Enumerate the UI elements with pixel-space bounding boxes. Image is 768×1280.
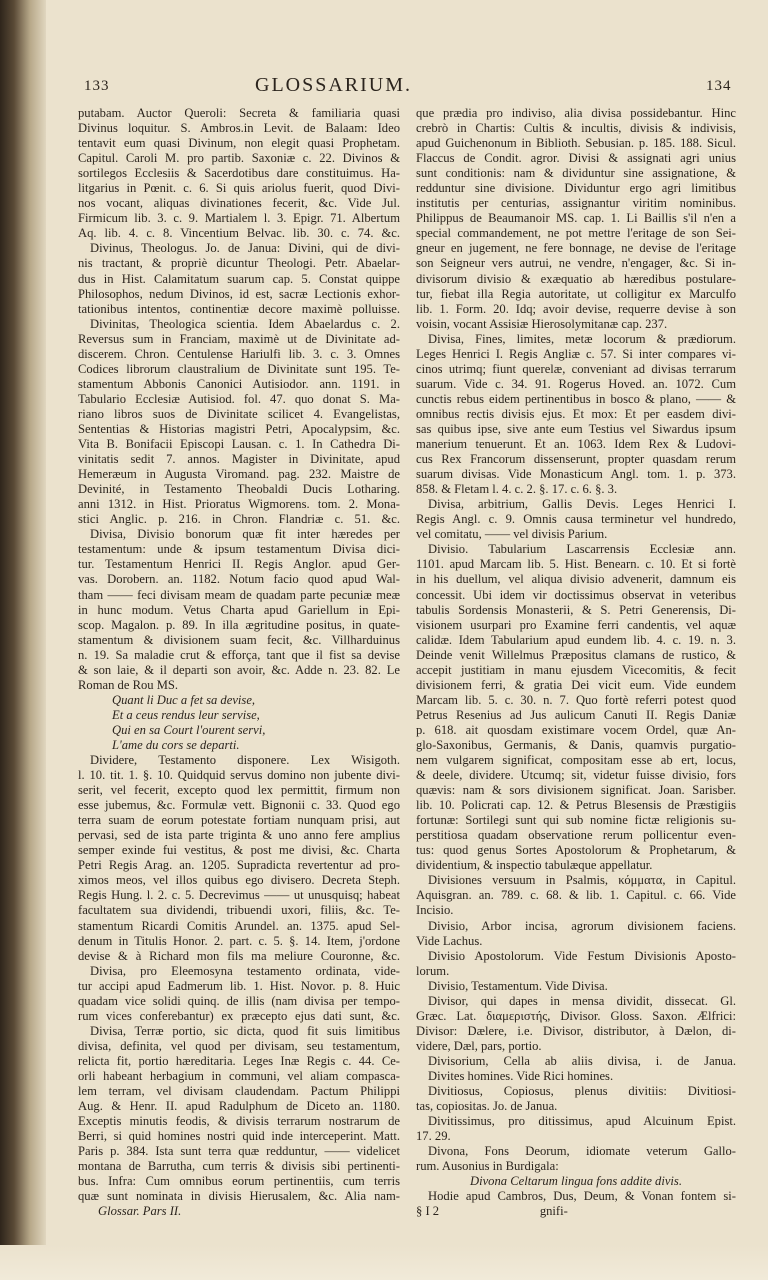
text-line: voisin, vocant Assisiæ Hierosolymitanæ cap. 237. [416,316,668,331]
text-line: Berri, si quid homines nostri quid inde interceperint. Matt. [78,1129,400,1144]
text-line: Capitul. Caroli M. pro partib. Saxoniæ c. 22. Divinos & [78,151,400,166]
text-line: tham —— feci divisam meam de quadam parte pecuniæ meæ [78,587,400,602]
text-line: Deinde venit Willelmus Præpositus clamans de rustico, & [416,647,736,662]
text-line: Et a ceus rendus leur servise, [112,707,260,722]
text-line: stamentum Abbonis Canonici Autisiodor. ann. 1191. in [78,376,400,391]
text-line: Devinité, in Testamento Theobaldi Ducis Lotharing. [78,482,400,497]
text-line: tentavit eum quasi Divinum, non elegit quasi Prophetam. [78,136,400,151]
text-line: Petrus Resenius ad Jus aulicum Canuti II. Regis Daniæ [416,707,736,722]
text-line: semper exinde fui vestitus, & post me divisi, &c. Charta [78,843,400,858]
text-line: Divisio. Tabularium Lascarrensis Ecclesiæ ann. [428,542,736,557]
right-page-number: 134 [706,78,732,94]
text-line: dividentium, & inspectio tabulæque appellatur. [416,858,653,873]
text-line: nos vocant, aliquas divinationes fecerit, &c. Vide Jul. [78,196,400,211]
text-line: Divisa, Fines, limites, metæ locorum & prædiorum. [428,331,736,346]
text-line: Incisio. [416,903,454,918]
text-line: Firmicum lib. 3. c. 9. Martialem l. 3. Epigr. 71. Albertum [78,211,400,226]
text-line: Codices librorum claustralium de Divinitate sunt 195. Te- [78,361,400,376]
text-line: Divisa, Divisio bonorum quæ fit inter hæredes per [90,527,400,542]
text-line: pervasi, sed de ista parte triginta & uno anno fere amplius [78,828,400,843]
text-line: n. 19. Sa maladie crut & efforça, tant que il fist sa devise [78,647,400,662]
text-line: Divinus, Theologus. Jo. de Janua: Divini, qui de divi- [90,241,400,256]
text-line: redduntur sine divisione. Dividuntur ergo agri limitibus [416,181,736,196]
text-line: divisionem ferri, & gratia Dei vicit eum. Vide eundem [416,677,736,692]
text-line: Marcam lib. 5. c. 30. n. 7. Quo fortè referri potest quod [416,692,736,707]
text-line: Divona Celtarum lingua fons addite divis. [470,1174,682,1189]
text-line: Divisorium, Cella ab aliis divisa, i. de Janua. [428,1053,736,1068]
text-line: Divitiosus, Copiosus, plenus divitiis: Divitiosi- [428,1084,736,1099]
text-line: sortilegos Ecclesiis & Sacerdotibus dare constituimus. Ha- [78,166,400,181]
text-line: crebrò in Chartis: Cultis & incultis, divisis & indivisis, [416,121,736,136]
text-line: Regis Hung. l. 2. c. 5. Decrevimus —— ut unusquisq; habeat [78,888,400,903]
text-line: l. 10. tit. 1. §. 10. Quidquid servus domino non jubente divi- [78,768,400,783]
text-line: Philippus de Beaumanoir MS. cap. 1. Li Baillis s'il n'en a [416,211,736,226]
text-line: cinos utrimq; fiunt querelæ, conveniant ad divisas terrarum [416,361,736,376]
text-line: tus: quod genus Sortes Apostolorum & Prophetarum, & [416,843,736,858]
text-line: concessit. Ubi idem vir doctissimus observat in veteribus [416,587,736,602]
text-line: Tabulario Ecclesiæ Autisiod. fol. 47. quo donat S. Ma- [78,391,400,406]
text-line: nem vulgarem significat, compositam esse ab ert, locus, [416,753,736,768]
text-line: Divisa, arbitrium, Gallis Devis. Leges Henrici I. [428,497,736,512]
text-line: Divinitas, Theologica scientia. Idem Abaelardus c. 2. [90,316,400,331]
text-line: suarum divisas. Vide Monasticum Angl. tom. 1. p. 373. [416,467,736,482]
text-line: vas. Dorobern. an. 1182. Notum facio quod apud Wal- [78,572,400,587]
text-line: apud Guichenonum in Biblioth. Sebusian. p. 185. 188. Sicul. [416,136,736,151]
text-line: Philosophos, nedum Divinos, id est, sacræ Lectionis exhor- [78,286,400,301]
text-line: scop. Magalon. p. 89. In illa ægritudine positus, in quate- [78,617,400,632]
text-line: Divinus loquitur. S. Ambros.in Levit. de Balaam: Ideo [78,121,400,136]
text-line: Divisor: Dælere, i.e. Divisor, distributor, à Dælon, di- [416,1023,736,1038]
text-line: tur, fiebat illa Regia autoritate, ut colligitur ex Marculfo [416,286,736,301]
text-line: vel comitatu, —— vel divisis Parium. [416,527,608,542]
text-line: tur. Testamentum Henrici II. Regis Anglor. apud Ger- [78,557,400,572]
text-line: testamentum: unde & ipsum testamentum Divisa dici- [78,542,400,557]
text-line: stamentum & divisionem suam fecit, &c. Villharduinus [78,632,400,647]
text-line: omnibus rectis divisis ejus. Et mox: Et per easdem divi- [416,406,736,421]
text-line: cus Rex Francorum dissenserunt, propter quasdam rerum [416,452,736,467]
text-line: lem terram, vel divisam claudendam. Pactum Philippi [78,1084,400,1099]
text-line: litgarius in Pœnit. c. 6. Si quis ariolus fuerit, quod Divi- [78,181,400,196]
text-line: Petri Regis Arag. an. 1205. Supradicta revertentur ad pro- [78,858,400,873]
book-binding-edge [0,0,46,1280]
text-line: rum vices conferebantur) ex præcepto ejus dati sunt, &c. [78,1008,400,1023]
text-line: Divisio Apostolorum. Vide Festum Divisionis Aposto- [428,948,736,963]
text-line: Divites homines. Vide Rici homines. [428,1069,614,1083]
text-line: glo-Saxonibus, Germanis, & Danis, quamvis purgatio- [416,737,736,752]
text-line: Aug. & Henr. II. apud Radulphum de Diceto an. 1180. [78,1099,400,1114]
text-line: lib. 10. Policrati cap. 12. & Petrus Blesensis de Præstigiis [416,798,736,813]
text-line: Divisa, pro Eleemosyna testamento ordinata, vide- [90,963,400,978]
running-title: GLOSSARIUM. [255,74,413,96]
text-line: institutis per centurias, assignantur viritim nominibus. [416,196,736,211]
text-line: Aq. lib. 4. c. 8. Vincentium Belvac. lib. 30. c. 74. &c. [78,226,400,241]
page-bottom-margin [0,1245,768,1280]
text-line: Divona, Fons Deorum, idiomate veterum Gallo- [428,1144,736,1159]
text-line: tas, copiositas. Jo. de Janua. [416,1099,558,1114]
text-line: tabulis Sordensis Monasterii, & S. Petri Generensis, Di- [416,602,736,617]
text-line: rum. Ausonius in Burdigala: [416,1159,559,1174]
text-line: quæ sunt nominata in divisis Hierusalem, &c. Alia nam- [78,1189,400,1204]
text-line: divisorum divisio & exæquatio ab hæredibus postulare- [416,271,736,286]
text-line: Divisa, Terræ portio, sic dicta, quod fit suis limitibus [90,1023,400,1038]
text-line: & deele, dividere. Utcumq; sit, videtur fuisse divisio, fors [416,768,736,783]
text-line: stici Anglic. p. 216. in Chron. Flandriæ c. 51. &c. [78,512,400,527]
text-line: p. 618. ait quosdam existimare vocem Ordel, quæ An- [416,722,736,737]
text-line: Qui en sa Court l'ourent servi, [112,722,266,737]
text-line: Hodie apud Cambros, Dus, Deum, & Vonan fontem si- [428,1189,736,1204]
text-line: relicta fit, portio hæreditaria. Leges Inæ Regis c. 44. Ce- [78,1053,400,1068]
text-line: denum in Titulis Honor. 2. part. c. 5. §. 14. Item, j'ordone [78,933,400,948]
text-line: videre, Dæl, pars, portio. [416,1038,542,1053]
text-line: visionem usurpari pro Examine ferri candentis, vel aquæ [416,617,736,632]
text-line: anni 1312. in Hist. Prioratus Wigmorens. tom. 2. Mona- [78,497,400,512]
text-line: Flaccus de Condit. agror. Divisi & assignati agri unius [416,151,736,166]
text-line: esse jubemus, &c. Formulæ vett. Bignonii c. 33. Quod ego [78,798,400,813]
text-line: Aquisgran. an. 789. c. 68. & lib. 1. Capitul. c. 66. Vide [416,888,736,903]
text-line: son Seigneur vers autrui, ne vendre, n'engager, &c. Si in- [416,256,736,271]
text-line: discerem. Chron. Centulense Hariulfi lib. 3. c. 3. Omnes [78,346,400,361]
text-line: Vide Lachus. [416,933,483,948]
text-line: sunt conditionis: nam & dividuntur sine assignatione, & [416,166,736,181]
text-line: quævis: nam & sors divisionem significat. Joan. Sarisber. [416,783,736,798]
text-line: Paris p. 384. Ista sunt terra quæ redduntur, —— videlicet [78,1144,400,1159]
text-line: in hunc modum. Vetus Charta apud Gariellum in Epi- [78,602,400,617]
text-line: L'ame du cors se departi. [112,737,240,752]
text-line: dus in Hist. Calamitatum suarum cap. 5. Constat quippe [78,271,400,286]
text-line: Leges Henrici I. Regis Angliæ c. 57. Si inter compares vi- [416,346,736,361]
text-line: cunctis rebus eidem pertinentibus in bosco & plano, —— & [416,391,736,406]
text-line: in his duellum, vel aliqua divisio advenerit, damnum eis [416,572,736,587]
text-line: 17. 29. [416,1129,451,1144]
text-line: facultatem sua dividendi, tribuendi uxori, filiis, &c. Te- [78,903,400,918]
text-line: perstitiosa quadam observatione rerum pollicentur even- [416,828,736,843]
text-line: & son laie, & il departi son avoir, &c. Adde n. 23. 82. Le [78,662,400,677]
text-line: devise & à Richard mon fils ma meliure Couronne, &c. [78,948,400,963]
text-line: special commandement, ne pot mettre l'eritage de son Sei- [416,226,736,241]
text-line: § I 2 gnifi- [416,1204,568,1219]
text-line: Divisio, Arbor incisa, agrorum divisionem faciens. [428,918,736,933]
text-line: Divitissimus, pro ditissimus, apud Alcuinum Epist. [428,1114,736,1129]
text-line: divisa, definita, vel quod per divisam, seu testamentum, [78,1038,400,1053]
text-line: vinitatis sedit 7. annos. Magister in Divinitate, apud [78,452,400,467]
text-line: Exceptis minutis feodis, & divisis terrarum nostrarum de [78,1114,400,1129]
text-line: Dividere, Testamento disponere. Lex Wisigoth. [90,753,400,768]
text-line: que prædia pro indiviso, alia divisa possidebantur. Hinc [416,106,736,120]
text-line: lorum. [416,963,450,978]
text-line: montana de Barrutha, cum terris & divisis sibi pertinenti- [78,1159,400,1174]
text-line: 1101. apud Marcam lib. 5. Hist. Benearn. c. 10. Et si fortè [416,557,736,572]
text-line: Divisor, qui dapes in mensa dividit, dissecat. Gl. [428,993,736,1008]
text-line: Sententias & Historias magistri Petri, Apocalypsim, &c. [78,421,400,436]
text-line: nis tractant, & propriè dicuntur Theologi. Petr. Abaelar- [78,256,400,271]
text-line: riano libros suos de Divinitate scilicet 4. Evangelistas, [78,406,400,421]
text-line: calidæ. Idem Tabularium apud eundem lib. 4. c. 19. n. 3. [416,632,736,647]
text-line: tationibus intentos, continentiæ decore maximè polluisse. [78,301,400,316]
text-line: serit, vel fecerit, excepto quod lex permittit, firmum non [78,783,400,798]
text-line: lib. 1. Form. 20. Idq; avoir devise, requerre devise à son [416,301,736,316]
text-line: orli habeant herbagium in communi, vel aliam compasca- [78,1069,400,1083]
left-page-number: 133 [84,78,110,94]
text-line: accepit justitiam in manu ejusdem Vicecomitis, & fecit [416,662,736,677]
text-line: sas quibus ipse, sive ante eum Testius vel Siwardus ipsum [416,421,736,436]
text-line: fortunæ: Sortilegi sunt qui sub nomine fictæ religionis su- [416,813,736,828]
text-line: stamentum Ricardi Comitis Arundel. an. 1375. apud Sel- [78,918,400,933]
text-line: Regis Angl. c. 9. Omnis causa terminetur vel hundredo, [416,512,736,527]
right-column [416,106,736,1219]
text-line: Glossar. Pars II. [98,1204,182,1219]
text-line: manerium tenuerunt. Et an. 1063. Idem Rex & Ludovi- [416,437,736,452]
text-line: tur accipi apud Eadmerum lib. 1. Hist. Novor. p. 8. Huic [78,978,400,993]
text-line: gneur en jugement, ne fere bonnage, ne devise de l'eritage [416,241,736,256]
text-line: bus. Infra: Cum omnibus eorum pertinentiis, cum terris [78,1174,400,1189]
text-line: ximos meos, vel illos quibus ego divisero. Decreta Steph. [78,873,400,888]
text-line: Græc. Lat. διαμεριστής, Divisor. Gloss. Saxon. Ælfrici: [416,1008,736,1023]
text-line: 858. & Fletam l. 4. c. 2. §. 17. c. 6. §. 3. [416,482,618,497]
text-line: Vita B. Bonifacii Episcopi Lausan. c. 1. In Cathedra Di- [78,437,400,452]
text-line: Reversus sum in Franciam, maximè ut de Divinitate ad- [78,331,400,346]
text-line: Roman de Rou MS. [78,677,179,692]
text-line: putabam. Auctor Queroli: Secreta & familiaria quasi [78,106,400,120]
text-line: terra suam de eorum potestate fortiam nunquam prisi, aut [78,813,400,828]
text-line: suarum. Vide c. 34. 91. Rogerus Hoved. an. 1072. Cum [416,376,736,391]
text-line: Divisio, Testamentum. Vide Divisa. [428,978,608,993]
text-line: Hemeræum in Augusta Viromand. pag. 232. Maistre de [78,467,400,482]
text-line: Divisiones versuum in Psalmis, κόμματα, in Capitul. [428,873,736,888]
text-line: Quant li Duc a fet sa devise, [112,692,256,707]
left-column [78,106,400,1219]
text-line: quadam vice solidi quinq. de illis (nam divisa per tempo- [78,993,400,1008]
